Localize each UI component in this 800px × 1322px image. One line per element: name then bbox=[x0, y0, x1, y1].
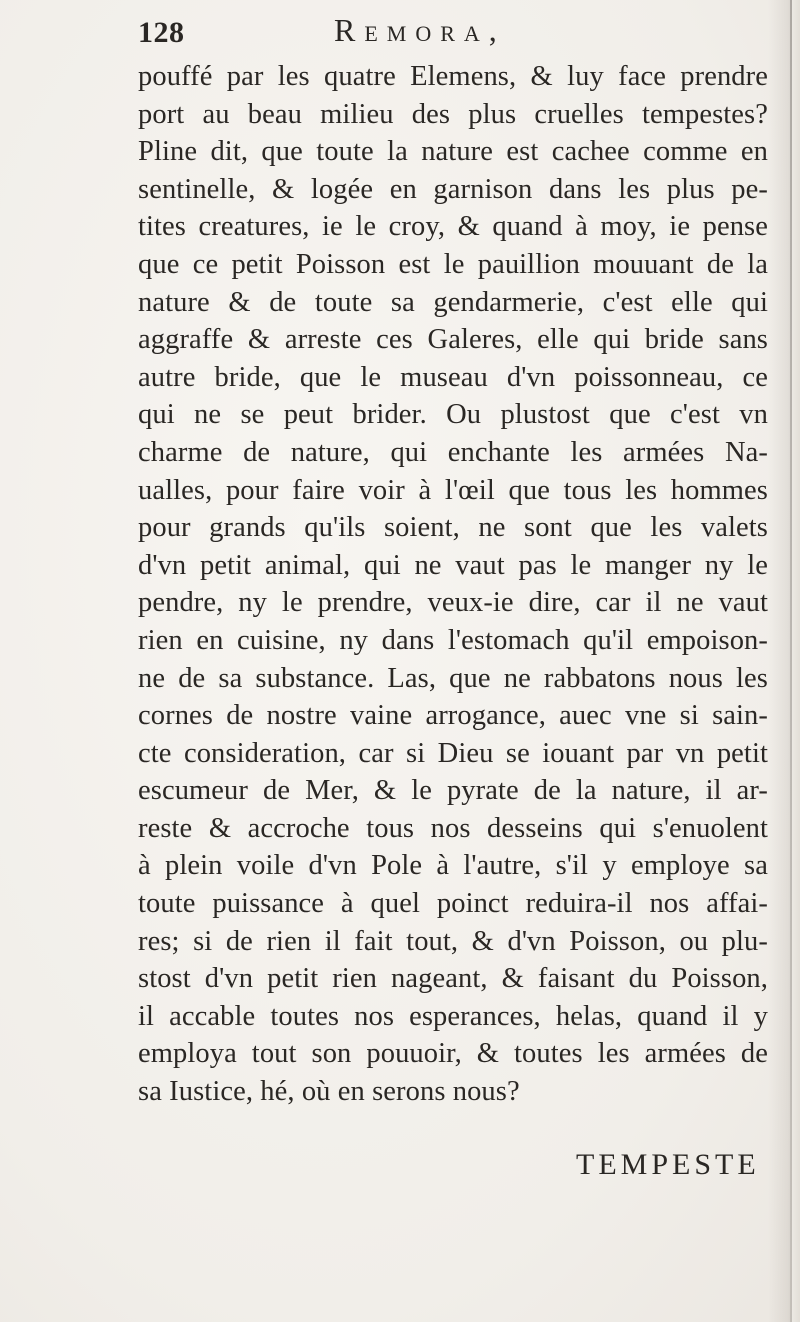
text-line: nature & de toute sa gendarmerie, c'est elle qui bbox=[138, 286, 768, 318]
text-line: charme de nature, qui enchante les armées Na- bbox=[138, 436, 768, 468]
text-line: pouffé par les quatre Elemens, & luy face prendre bbox=[138, 61, 768, 92]
text-line: employa tout son pouuoir, & toutes les armées de bbox=[138, 1038, 768, 1070]
text-line: ne de sa substance. Las, que ne rabbatons nous les bbox=[138, 662, 768, 694]
text-line: stost d'vn petit rien nageant, & faisant du Poisson, bbox=[138, 963, 768, 995]
text-line: rien en cuisine, ny dans l'estomach qu'il empoison- bbox=[138, 624, 768, 656]
text-line: Pline dit, que toute la nature est cachee comme en bbox=[138, 136, 768, 168]
text-line: pendre, ny le prendre, veux-ie dire, car il ne vaut bbox=[138, 587, 768, 619]
text-line: aggraffe & arreste ces Galeres, elle qui bride sans bbox=[138, 324, 768, 356]
text-line: il accable toutes nos esperances, helas, quand il y bbox=[138, 1000, 768, 1032]
text-line: sentinelle, & logée en garnison dans les plus pe- bbox=[138, 173, 768, 205]
text-line: à plein voile d'vn Pole à l'autre, s'il y employe sa bbox=[138, 850, 768, 882]
text-line: cte consideration, car si Dieu se iouant par vn petit bbox=[138, 737, 768, 769]
catchword: TEMPESTE bbox=[576, 1148, 760, 1181]
body-text bbox=[138, 58, 768, 1111]
page-number: 128 bbox=[138, 16, 185, 49]
text-line: reste & accroche tous nos desseins qui s'enuolent bbox=[138, 812, 768, 844]
text-line: d'vn petit animal, qui ne vaut pas le manger ny le bbox=[138, 549, 768, 581]
text-line: autre bride, que le museau d'vn poissonneau, ce bbox=[138, 361, 768, 393]
text-line: tites creatures, ie le croy, & quand à moy, ie pense bbox=[138, 211, 768, 243]
page-edge bbox=[792, 0, 800, 1322]
text-line: ualles, pour faire voir à l'œil que tous les hommes bbox=[138, 474, 768, 506]
text-line: cornes de nostre vaine arrogance, auec vne si sain- bbox=[138, 700, 768, 732]
text-line: qui ne se peut brider. Ou plustost que c'est vn bbox=[138, 399, 768, 431]
running-head: Remora, bbox=[334, 12, 506, 48]
text-line: escumeur de Mer, & le pyrate de la nature, il ar- bbox=[138, 775, 768, 807]
text-line-last: sa Iustice, hé, où en serons nous? bbox=[138, 1076, 520, 1108]
text-line: res; si de rien il fait tout, & d'vn Poisson, ou plu- bbox=[138, 925, 768, 957]
text-line: toute puissance à quel poinct reduira-il nos affai- bbox=[138, 888, 768, 920]
text-line: que ce petit Poisson est le pauillion mouuant de la bbox=[138, 248, 768, 280]
page-gutter-line bbox=[790, 0, 792, 1322]
text-line: pour grands qu'ils soient, ne sont que les valets bbox=[138, 512, 768, 544]
page-header bbox=[138, 8, 778, 52]
text-line: port au beau milieu des plus cruelles tempestes? bbox=[138, 98, 768, 130]
